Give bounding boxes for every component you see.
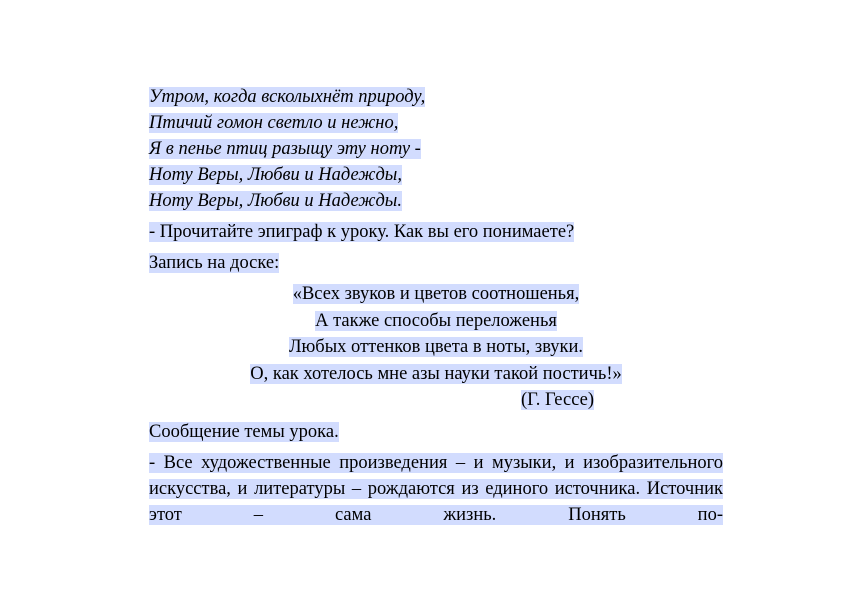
body-text: - Все художественные произведения – и музыки, и изобразительного искусства, и литературы – рождаются из единого источника. Источник этот – сама жизнь. Понять по- <box>149 452 723 525</box>
document-text-block <box>149 84 723 528</box>
question-text: - Прочитайте эпиграф к уроку. Как вы его понимаете? <box>149 222 575 242</box>
quote-line: О, как хотелось мне азы науки такой постичь!» <box>250 363 622 384</box>
topic-text: Сообщение темы урока. <box>149 421 339 442</box>
epigraph-line: Ноту Веры, Любви и Надежды. <box>149 191 402 211</box>
question-paragraph <box>149 219 723 245</box>
topic-paragraph <box>149 419 723 445</box>
epigraph-line: Утром, когда всколыхнёт природу, <box>149 87 426 107</box>
quote-line: Любых оттенков цвета в ноты, звуки. <box>288 337 584 357</box>
epigraph-line: Я в пенье птиц разыщу эту ноту - <box>149 139 421 159</box>
quote-line: А также способы переложенья <box>315 310 557 331</box>
quote-author: (Г. Гессе) <box>521 390 594 410</box>
board-label-paragraph <box>149 250 723 276</box>
board-label: Запись на доске: <box>149 253 280 273</box>
epigraph-line: Птичий гомон светло и нежно, <box>149 113 399 133</box>
epigraph-line: Ноту Веры, Любви и Надежды, <box>149 165 402 185</box>
quote-block <box>149 281 723 414</box>
epigraph <box>149 84 723 214</box>
body-paragraph <box>149 450 723 528</box>
quote-line: «Всех звуков и цветов соотношенья, <box>292 284 580 304</box>
